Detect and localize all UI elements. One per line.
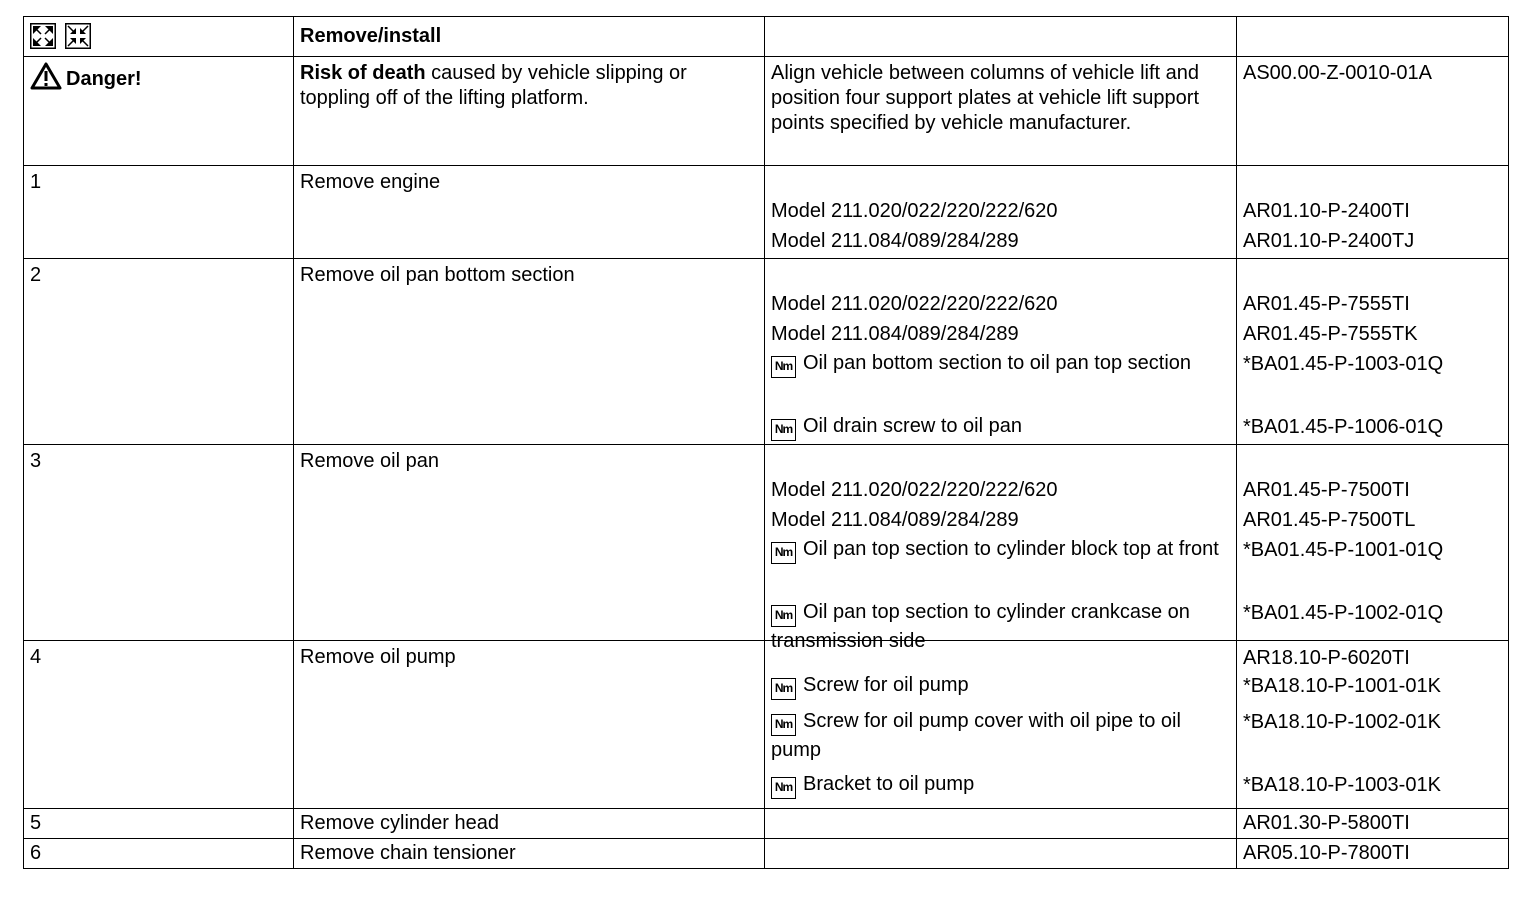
step-row xyxy=(24,641,1509,809)
model-variant-item xyxy=(771,289,1230,319)
model-variant-item xyxy=(771,196,1230,226)
step-ref-link-cell xyxy=(1237,839,1509,869)
header-col3-cell xyxy=(765,17,1237,57)
step-action-cell xyxy=(294,259,765,445)
torque-nm-icon[interactable]: Nm xyxy=(771,678,796,700)
step-number-cell xyxy=(24,166,294,259)
danger-label-cell xyxy=(24,57,294,166)
item-text: Model 211.084/089/284/289 xyxy=(771,230,1019,252)
step-number: 6 xyxy=(30,842,42,864)
step-ref-link-cell xyxy=(1237,809,1509,839)
step-action: Remove cylinder head xyxy=(300,812,499,834)
procedure-table-container xyxy=(23,16,1508,869)
item-text: Model 211.084/089/284/289 xyxy=(771,509,1019,531)
item-text: Oil drain screw to oil pan xyxy=(803,415,1022,437)
item-ref-link[interactable]: *BA01.45-P-1006-01Q xyxy=(1243,416,1444,438)
torque-nm-icon[interactable]: Nm xyxy=(771,777,796,799)
item-ref-link[interactable]: AR01.45-P-7555TI xyxy=(1243,293,1410,315)
torque-spec-item xyxy=(771,770,1230,806)
step-number-cell xyxy=(24,809,294,839)
step-number-cell xyxy=(24,641,294,809)
step-number: 4 xyxy=(30,646,42,668)
step-detail-cell xyxy=(765,839,1237,869)
collapse-arrows-icon[interactable] xyxy=(65,23,91,49)
step-action-cell xyxy=(294,166,765,259)
item-text: Model 211.020/022/220/222/620 xyxy=(771,293,1058,315)
step-row xyxy=(24,166,1509,259)
header-title-cell xyxy=(294,17,765,57)
torque-spec-item xyxy=(771,412,1230,442)
step-row xyxy=(24,809,1509,839)
torque-nm-icon[interactable]: Nm xyxy=(771,419,796,441)
step-detail xyxy=(765,839,1236,842)
item-ref-link[interactable]: *BA01.45-P-1001-01Q xyxy=(1243,539,1444,561)
step-ref-cell xyxy=(1237,445,1509,641)
step-row xyxy=(24,839,1509,869)
step-number: 5 xyxy=(30,812,42,834)
step-action: Remove oil pan bottom section xyxy=(300,264,575,286)
risk-text: caused by vehicle slipping or toppling off of the lifting platform. xyxy=(300,62,687,109)
item-ref-link[interactable]: *BA18.10-P-1002-01K xyxy=(1243,711,1441,733)
step-detail xyxy=(765,809,1236,812)
step-first-ref[interactable] xyxy=(1243,263,1502,289)
danger-instruction-cell xyxy=(765,57,1237,166)
step-number-cell xyxy=(24,445,294,641)
header-row xyxy=(24,17,1509,57)
item-text: Oil pan bottom section to oil pan top section xyxy=(803,352,1192,374)
warning-triangle-icon xyxy=(30,62,62,90)
step-number: 1 xyxy=(30,171,42,193)
item-text: Screw for oil pump xyxy=(803,674,969,696)
step-number: 2 xyxy=(30,264,42,286)
model-variant-item xyxy=(771,226,1230,256)
header-col4 xyxy=(1237,17,1508,23)
step-detail-cell xyxy=(765,445,1237,652)
step-ref-link[interactable]: AR01.30-P-5800TI xyxy=(1243,812,1410,834)
header-icons-cell xyxy=(24,17,294,57)
torque-spec-item xyxy=(771,598,1230,652)
step-number-cell xyxy=(24,839,294,869)
torque-nm-icon[interactable]: Nm xyxy=(771,542,796,564)
step-row xyxy=(24,445,1509,641)
item-text: Oil pan top section to cylinder crankcase on transmission side xyxy=(771,601,1190,652)
step-action: Remove chain tensioner xyxy=(300,842,516,864)
step-first-ref[interactable]: AR18.10-P-6020TI xyxy=(1243,647,1410,669)
torque-spec-item xyxy=(771,707,1230,770)
danger-instruction: Align vehicle between columns of vehicle lift and position four support plates at vehicle lift support points specified by vehicle manufacturer. xyxy=(771,62,1200,134)
step-detail-cell xyxy=(765,259,1237,445)
header-col4-cell xyxy=(1237,17,1509,57)
model-variant-item xyxy=(771,319,1230,349)
item-ref-link[interactable]: AR01.10-P-2400TJ xyxy=(1243,230,1415,252)
step-action: Remove oil pump xyxy=(300,646,456,668)
item-text: Oil pan top section to cylinder block top at front xyxy=(803,538,1219,560)
torque-nm-icon[interactable]: Nm xyxy=(771,714,796,736)
step-action-cell xyxy=(294,445,765,641)
step-detail-cell xyxy=(765,809,1237,839)
step-first-ref[interactable] xyxy=(1243,170,1502,196)
item-text: Model 211.084/089/284/289 xyxy=(771,323,1019,345)
step-action-cell xyxy=(294,809,765,839)
step-detail-cell xyxy=(765,641,1237,809)
header-title: Remove/install xyxy=(300,25,442,47)
danger-ref-cell xyxy=(1237,57,1509,166)
item-ref-link[interactable]: AR01.45-P-7500TL xyxy=(1243,509,1416,531)
step-action: Remove engine xyxy=(300,171,441,193)
model-variant-item xyxy=(771,475,1230,505)
item-ref-link[interactable]: *BA18.10-P-1003-01K xyxy=(1243,774,1441,796)
item-ref-link[interactable]: AR01.45-P-7500TI xyxy=(1243,479,1410,501)
procedure-table xyxy=(23,16,1509,869)
danger-label: Danger! xyxy=(66,68,142,90)
danger-row xyxy=(24,57,1509,166)
step-number-cell xyxy=(24,259,294,445)
header-col3 xyxy=(765,17,1236,23)
step-number: 3 xyxy=(30,450,42,472)
item-ref-link[interactable]: *BA01.45-P-1003-01Q xyxy=(1243,353,1444,375)
expand-arrows-icon[interactable] xyxy=(30,23,56,49)
torque-spec-item xyxy=(771,671,1230,707)
torque-spec-item xyxy=(771,535,1230,598)
step-detail-cell xyxy=(765,166,1237,259)
step-first-ref[interactable] xyxy=(1243,449,1502,475)
step-action-cell xyxy=(294,839,765,869)
item-ref-link[interactable]: *BA01.45-P-1002-01Q xyxy=(1243,602,1444,624)
item-text: Model 211.020/022/220/222/620 xyxy=(771,200,1058,222)
model-variant-item xyxy=(771,505,1230,535)
item-ref-link[interactable]: *BA18.10-P-1001-01K xyxy=(1243,675,1441,697)
step-ref-cell xyxy=(1237,641,1509,809)
step-action: Remove oil pan xyxy=(300,450,439,472)
danger-ref-link[interactable]: AS00.00-Z-0010-01A xyxy=(1243,62,1433,84)
torque-spec-item xyxy=(771,349,1230,412)
item-ref-link[interactable]: AR01.10-P-2400TI xyxy=(1243,200,1410,222)
risk-bold-text: Risk of death xyxy=(300,62,426,84)
step-row xyxy=(24,259,1509,445)
item-text: Model 211.020/022/220/222/620 xyxy=(771,479,1058,501)
item-ref-link[interactable]: AR01.45-P-7555TK xyxy=(1243,323,1418,345)
step-ref-cell xyxy=(1237,166,1509,259)
step-action-cell xyxy=(294,641,765,809)
torque-nm-icon[interactable]: Nm xyxy=(771,356,796,378)
item-text: Screw for oil pump cover with oil pipe to oil pump xyxy=(771,710,1181,761)
step-ref-cell xyxy=(1237,259,1509,445)
torque-nm-icon[interactable]: Nm xyxy=(771,605,796,627)
item-text: Bracket to oil pump xyxy=(803,773,975,795)
step-ref-link[interactable]: AR05.10-P-7800TI xyxy=(1243,842,1410,864)
danger-risk-cell xyxy=(294,57,765,166)
